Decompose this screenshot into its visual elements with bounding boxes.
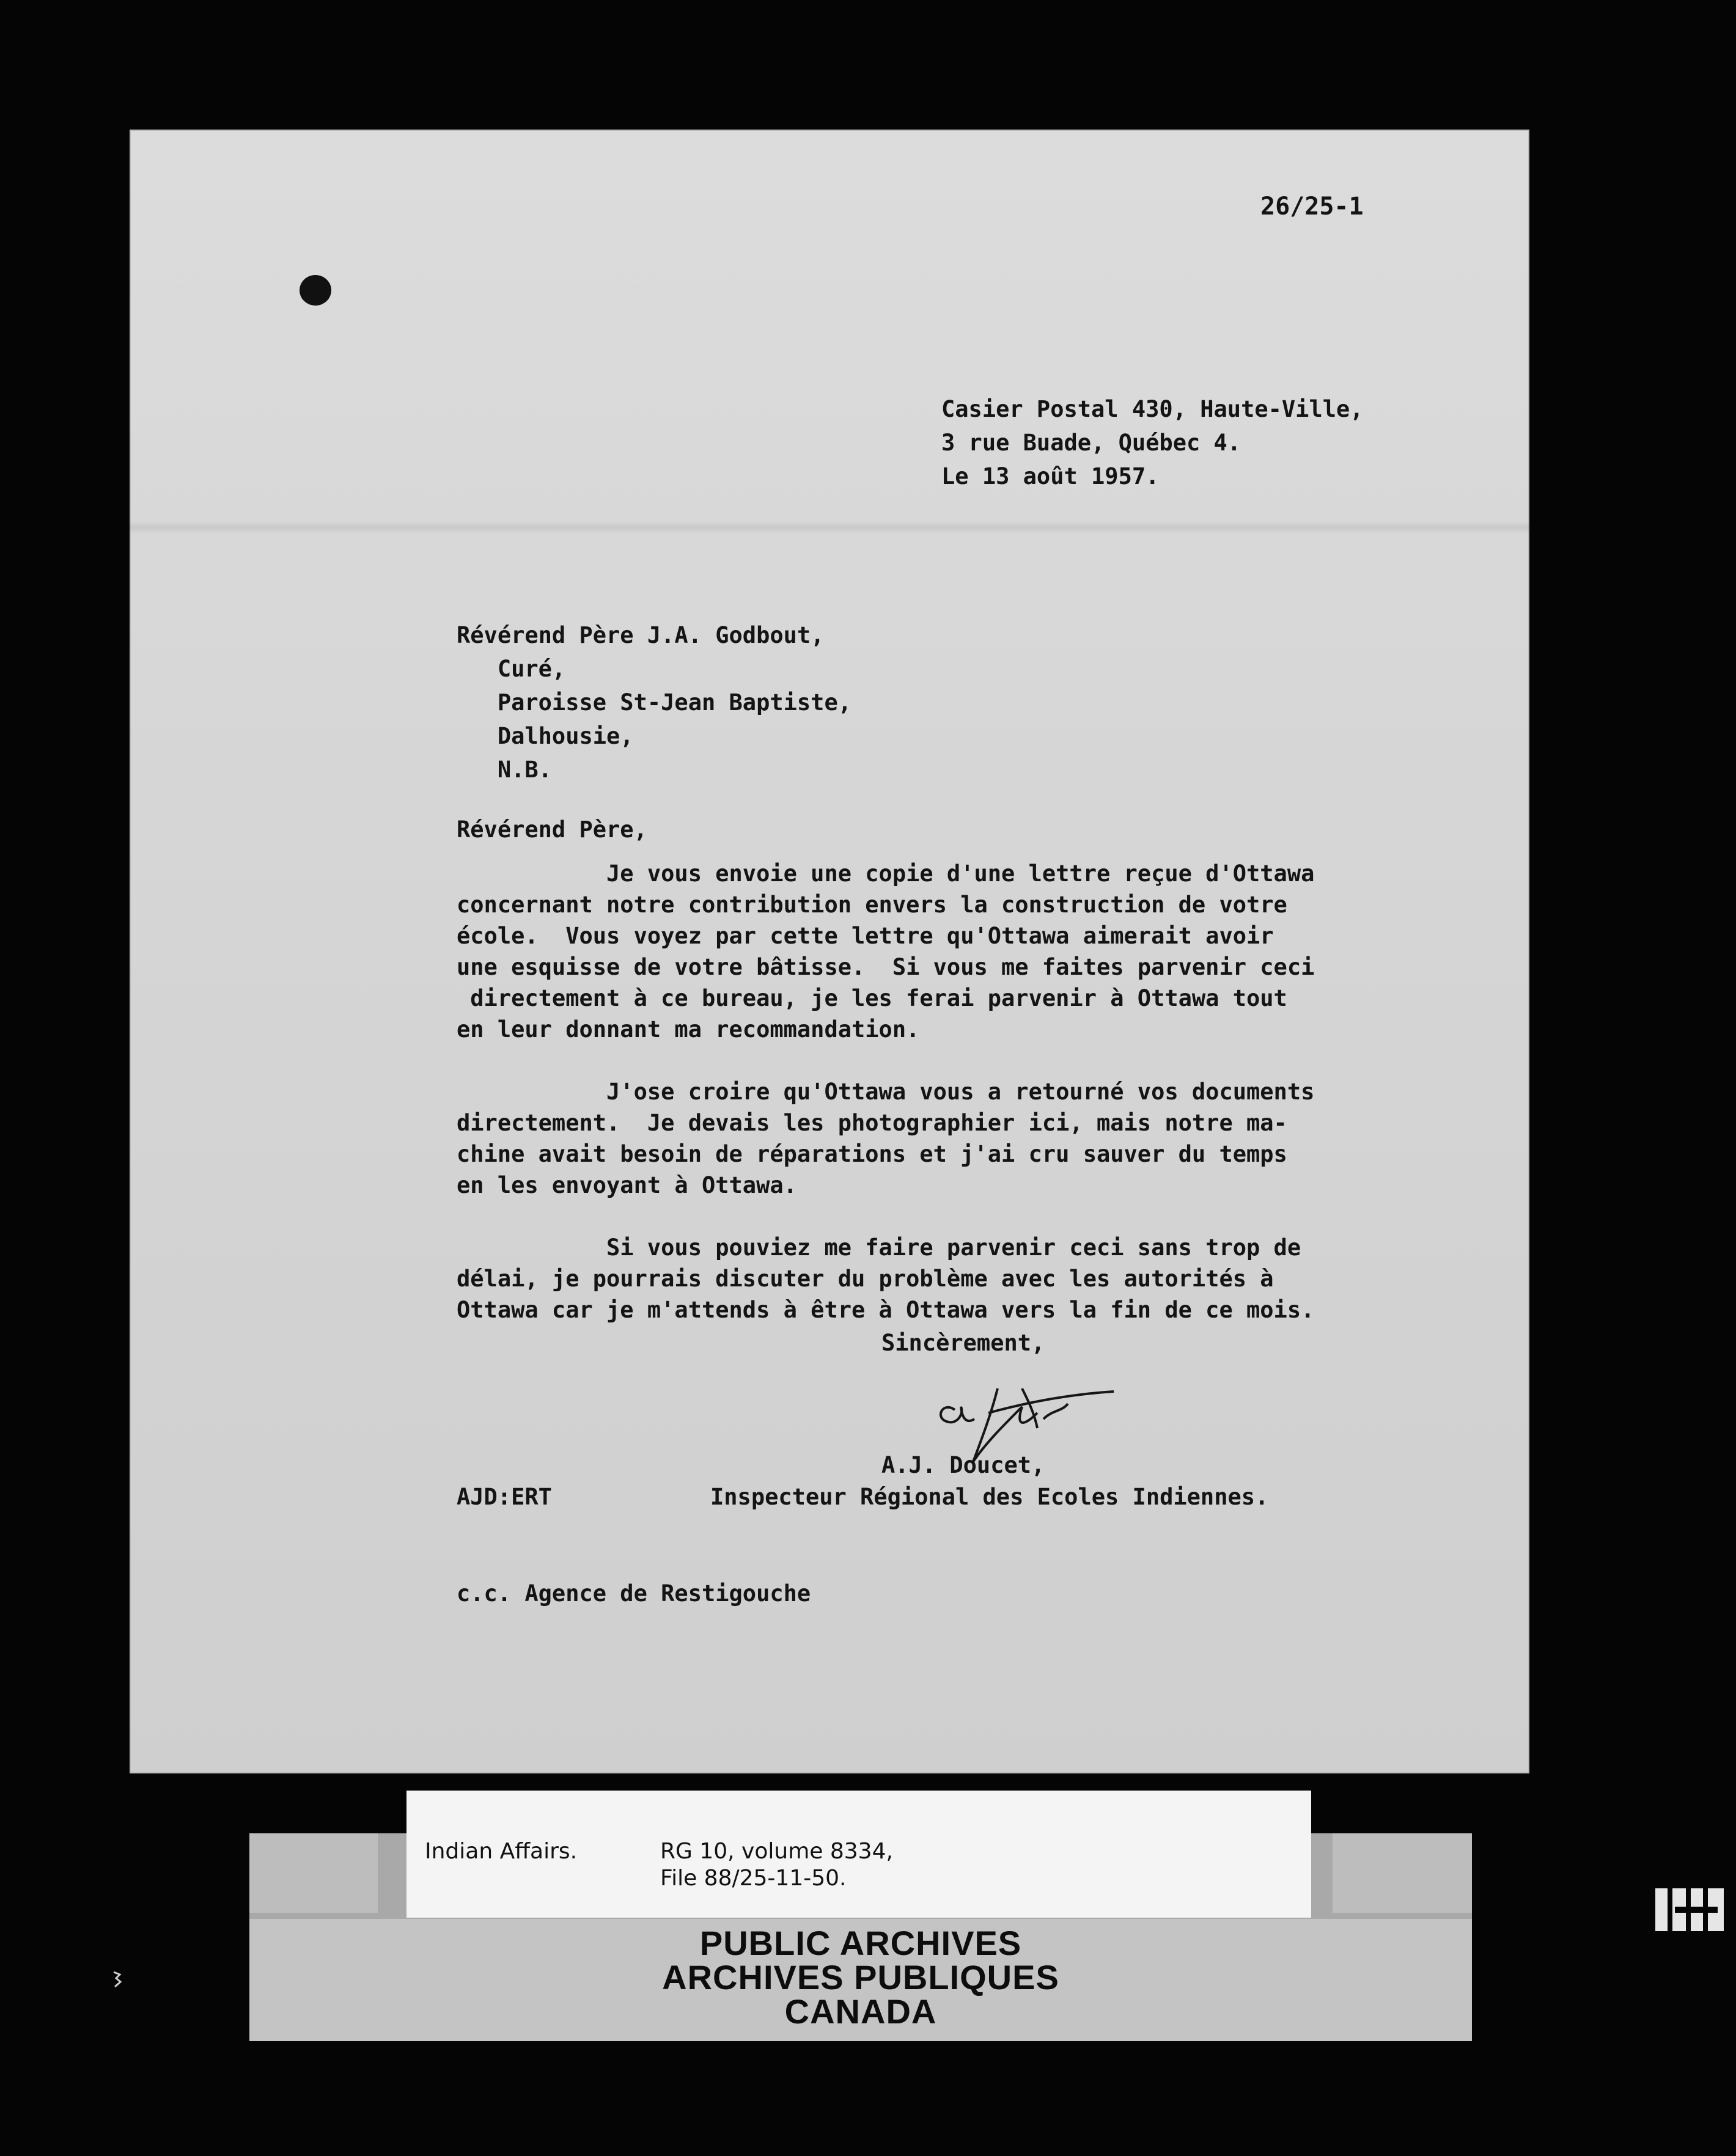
salutation: Révérend Père,: [457, 816, 647, 843]
archive-holder-tab-left: [249, 1833, 378, 1913]
archive-file-number: File 88/25-11-50.: [660, 1866, 847, 1891]
archive-reference-label: [406, 1791, 1311, 1918]
archive-holder-tab-right: [1333, 1833, 1472, 1913]
archive-stamp-line-1: PUBLIC ARCHIVES: [699, 1924, 1022, 1962]
archive-stamp-line-2: ARCHIVES PUBLIQUES: [662, 1958, 1059, 1997]
sender-address-date: Casier Postal 430, Haute-Ville, 3 rue Buade, Québec 4. Le 13 août 1957.: [941, 396, 1364, 490]
carbon-copy-line: c.c. Agence de Restigouche: [457, 1580, 811, 1607]
archive-record-group: RG 10, volume 8334,: [660, 1839, 893, 1864]
punch-hole: [300, 275, 331, 306]
film-frame-marker: [1650, 1882, 1736, 1937]
signer-name: A.J. Doucet,: [881, 1452, 1045, 1478]
archive-agency: Indian Affairs.: [425, 1839, 578, 1864]
file-reference-number: 26/25-1: [1260, 193, 1364, 221]
typist-initials: AJD:ERT: [457, 1484, 552, 1510]
recipient-address: Révérend Père J.A. Godbout, Curé, Paroisse St-Jean Baptiste, Dalhousie, N.B.: [457, 622, 852, 783]
signer-title: Inspecteur Régional des Ecoles Indiennes.: [710, 1484, 1269, 1510]
page-fold-shadow: [130, 521, 1529, 534]
film-dust-speck: [111, 1971, 122, 1988]
archive-stamp-line-3: CANADA: [784, 1992, 937, 2031]
archive-stamp: [249, 1919, 1472, 2041]
closing: Sincèrement,: [881, 1330, 1045, 1356]
letter-body: Je vous envoie une copie d'une lettre reçue d'Ottawa concernant notre contribution envers la construction de votre école. Vous voyez par cette lettre qu'Ottawa aimerait avoir une esquisse de votre bâtisse. Si vous me faites parvenir ceci directement à ce bureau, je les ferai parvenir à Ottawa tout en leur donnant ma recommandation. J'ose croire qu'Ottawa vous a retourné vos documents directement. Je devais les photographier ici, mais notre ma- chine avait besoin de réparations et j'ai cru sauver du temps en les envoyant à Ottawa. Si vous pouviez me faire parvenir ceci sans trop de délai, je pourrais discuter du problème avec les autorités à Ottawa car je m'attends à être à Ottawa vers la fin de ce mois.: [457, 860, 1315, 1323]
letter-page: [130, 130, 1529, 1773]
